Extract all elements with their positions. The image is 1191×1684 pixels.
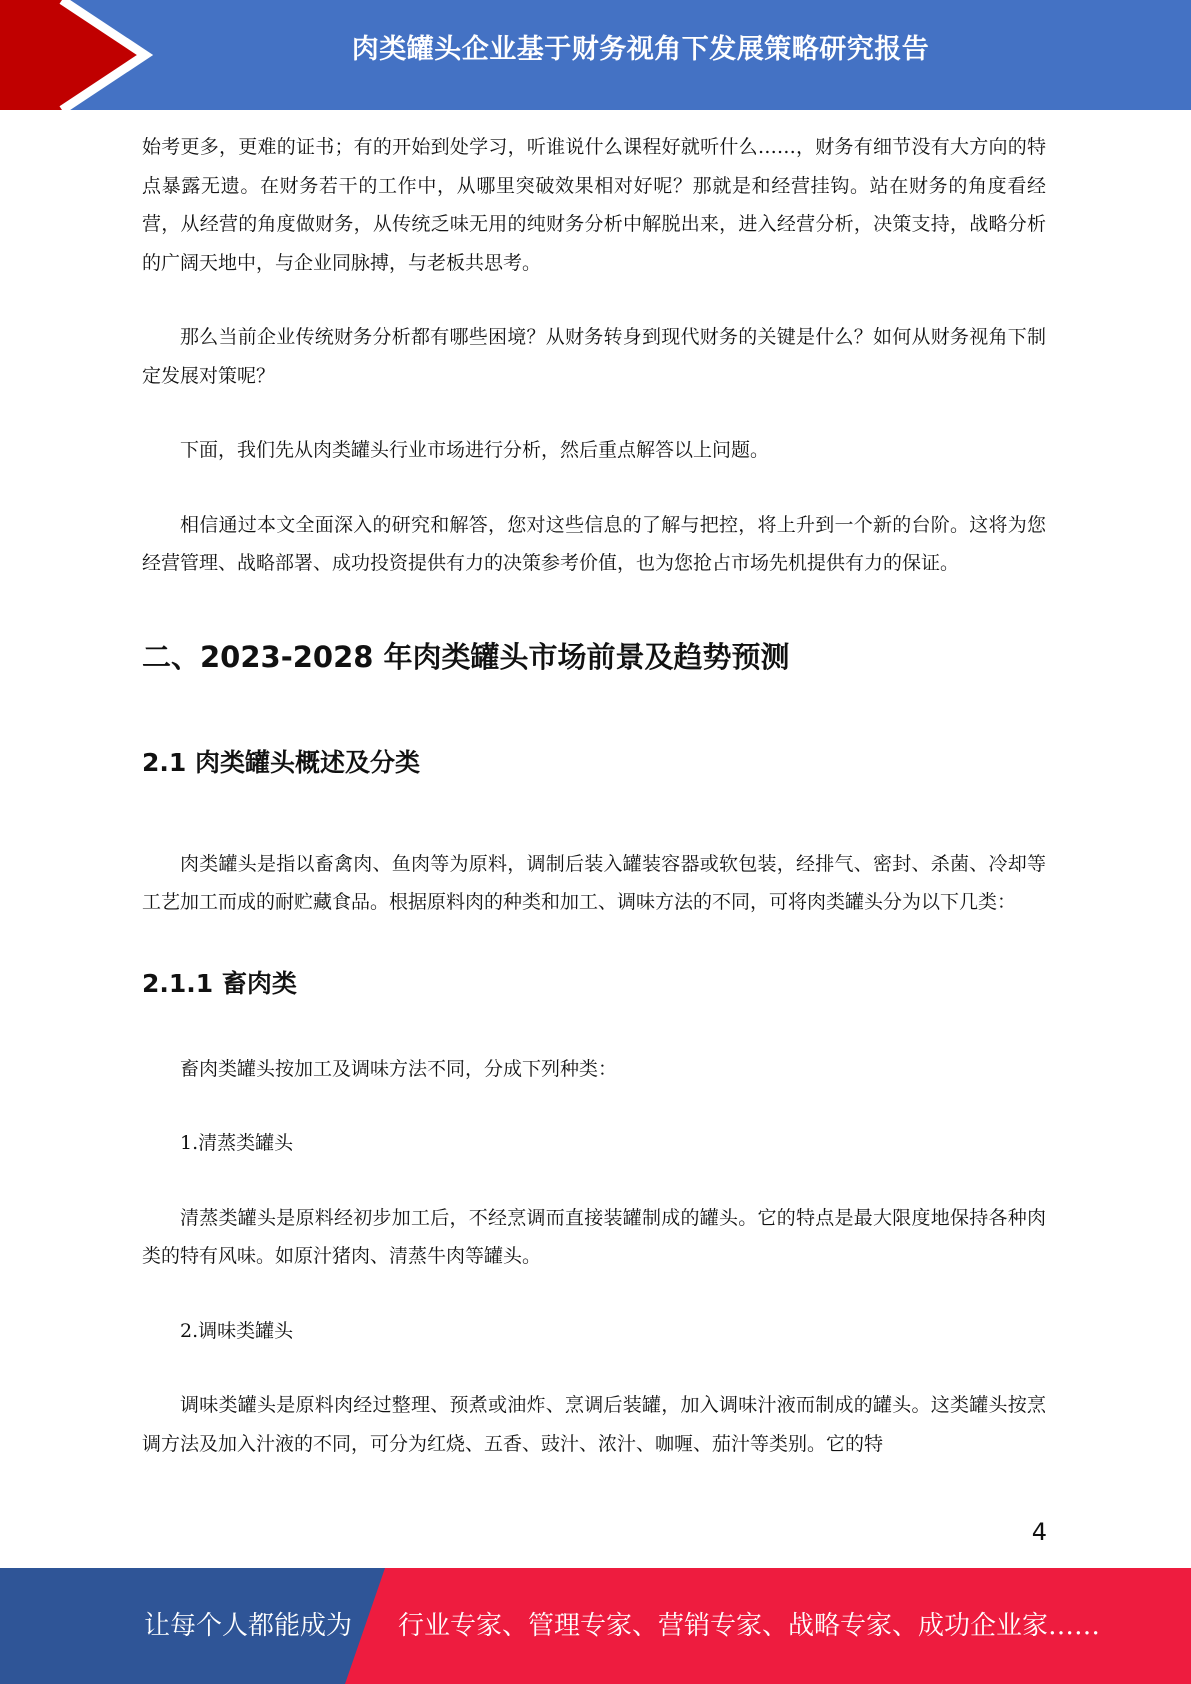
paragraph-4: 相信通过本文全面深入的研究和解答，您对这些信息的了解与把控，将上升到一个新的台阶。这将为您经营管理、战略部署、成功投资提供有力的决策参考价值，也为您抢占市场先机提供有力的保证。 bbox=[142, 513, 1046, 574]
paragraph-8: 调味类罐头是原料肉经过整理、预煮或油炸、烹调后装罐，加入调味汁液而制成的罐头。这类罐头按烹调方法及加入汁液的不同，可分为红烧、五香、豉汁、浓汁、咖喱、茄汁等类别。它的特 bbox=[142, 1394, 1046, 1455]
paragraph-6: 畜肉类罐头按加工及调味方法不同，分成下列种类： bbox=[180, 1057, 618, 1080]
page-number: 4 bbox=[1031, 1518, 1047, 1546]
report-title: 肉类罐头企业基于财务视角下发展策略研究报告 bbox=[351, 34, 930, 65]
subsubsection-heading: 2.1.1 畜肉类 bbox=[142, 968, 297, 998]
subsection-heading: 2.1 肉类罐头概述及分类 bbox=[142, 747, 420, 777]
paragraph-7: 清蒸类罐头是原料经初步加工后，不经烹调而直接装罐制成的罐头。它的特点是最大限度地保持各种肉类的特有风味。如原汁猪肉、清蒸牛肉等罐头。 bbox=[142, 1206, 1046, 1267]
section-heading: 二、2023-2028 年肉类罐头市场前景及趋势预测 bbox=[142, 639, 790, 674]
footer-slogan-right: 行业专家、管理专家、营销专家、战略专家、成功企业家…… bbox=[398, 1611, 1101, 1641]
footer-slogan-left: 让每个人都能成为 bbox=[144, 1611, 353, 1641]
list-item-1: 1.清蒸类罐头 bbox=[180, 1132, 294, 1154]
red-chevron-icon bbox=[0, 0, 160, 110]
footer-band bbox=[0, 1568, 1191, 1684]
paragraph-1: 始考更多，更难的证书；有的开始到处学习，听谁说什么课程好就听什么……，财务有细节没有大方向的特点暴露无遗。在财务若干的工作中，从哪里突破效果相对好呢？那就是和经营挂钩。站在财务的角度看经营，从经营的角度做财务，从传统乏味无用的纯财务分析中解脱出来，进入经营分析，决策支持，战略分析的广阔天地中，与企业同脉搏，与老板共思考。 bbox=[142, 136, 1046, 274]
page-content bbox=[142, 128, 1046, 1463]
list-item-2: 2.调味类罐头 bbox=[180, 1319, 294, 1342]
paragraph-2: 那么当前企业传统财务分析都有哪些困境？从财务转身到现代财务的关键是什么？如何从财务视角下制定发展对策呢？ bbox=[142, 326, 1046, 387]
paragraph-5: 肉类罐头是指以畜禽肉、鱼肉等为原料，调制后装入罐装容器或软包装，经排气、密封、杀菌、冷却等工艺加工而成的耐贮藏食品。根据原料肉的种类和加工、调味方法的不同，可将肉类罐头分为以下几类： bbox=[142, 852, 1046, 913]
paragraph-3: 下面，我们先从肉类罐头行业市场进行分析，然后重点解答以上问题。 bbox=[180, 439, 770, 461]
header-band bbox=[0, 0, 1191, 110]
